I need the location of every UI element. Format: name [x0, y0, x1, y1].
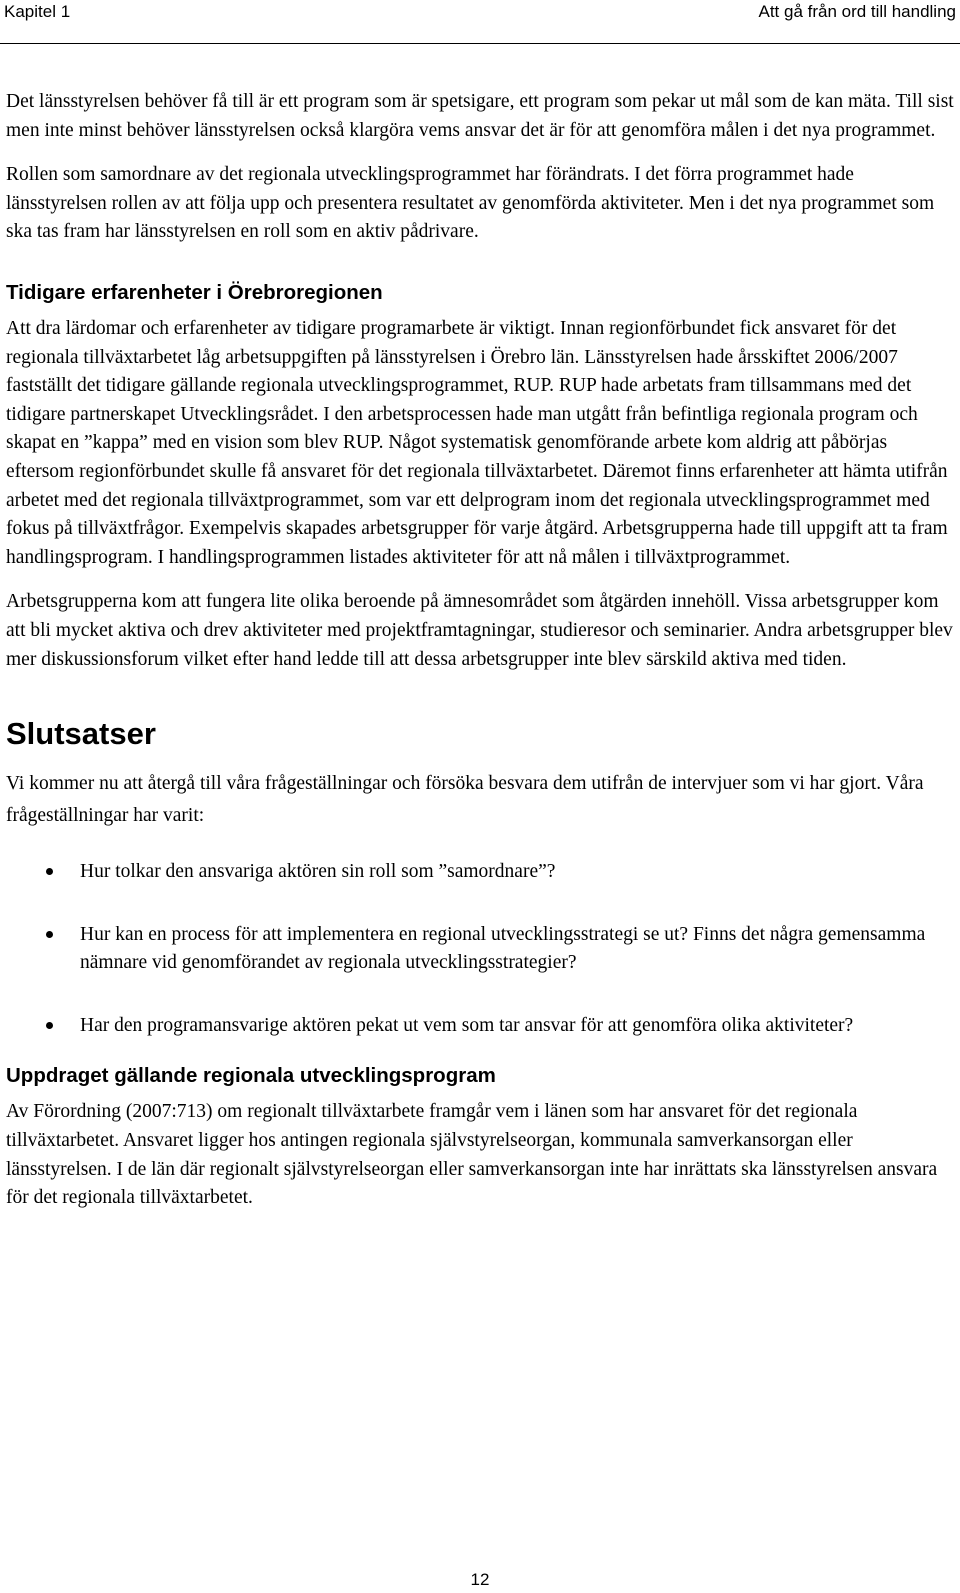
- question-item: [6, 921, 954, 978]
- section-heading-slutsatser: Slutsatser: [6, 716, 156, 752]
- section3-paragraph: Av Förordning (2007:713) om regionalt tillväxtarbete framgår vem i länen som har ansvaret för det regionala tillväxtarbetet. Ansvaret ligger hos antingen regionala självstyrelseorgan, kommunala samverkansorgan eller länsstyrelsen. I de län där regionalt självstyrelseorgan eller samverkansorgan inte har inrättats ska länsstyrelsen ansvara för det regionala tillväxtarbetet.: [6, 1101, 938, 1209]
- bullet-icon: [46, 931, 53, 938]
- intro-paragraph-2: Rollen som samordnare av det regionala utvecklingsprogrammet har förändrats. I det förra programmet hade länsstyrelsen rollen av att följa upp och presentera resultatet av genomförda aktiviteter. Men i det nya programmet som ska tas fram har länsstyrelsen en roll som en aktiv pådrivare.: [6, 164, 935, 243]
- slutsatser-intro: Vi kommer nu att återgå till våra frågeställningar och försöka besvara dem utifrån de intervjuer som vi har gjort. Våra frågeställningar har varit:: [6, 773, 924, 827]
- section-heading-tidigare: Tidigare erfarenheter i Örebroregionen: [6, 280, 383, 304]
- question-text: Har den programansvarige aktören pekat ut vem som tar ansvar för att genomföra olika aktiviteter?: [80, 1014, 854, 1036]
- section1-paragraph-1: Att dra lärdomar och erfarenheter av tidigare programarbete är viktigt. Innan regionförbundet fick ansvaret för det regionala tillväxtarbetet låg arbetsuppgiften på länsstyrelsen i Örebro län. Länsstyrelsen hade årsskiftet 2006/2007 fastställt det tidigare gällande regionala utvecklingsprogrammet, RUP. RUP hade arbetats fram tillsammans med det tidigare partnerskapet Utvecklingsrådet. I den arbetsprocessen hade man utgått från befintliga regionala program och skapat en ”kappa” med en vision som blev RUP. Något systematisk genomförande arbete kom aldrig att påbörjas eftersom regionförbundet skulle få ansvaret för det regionala tillväxtarbetet. Däremot finns erfarenheter att hämta utifrån arbetet med det regionala tillväxtprogrammet, som var ett delprogram inom det regionala utvecklingsprogrammet med fokus på tillväxtfrågor. Exempelvis skapades arbetsgrupper för varje åtgärd. Arbetsgrupperna hade till uppgift att ta fram handlingsprogram. I handlingsprogrammen listades aktiviteter för att nå målen i tillväxtprogrammet.: [6, 317, 948, 568]
- chapter-label: Kapitel 1: [4, 2, 71, 21]
- page-header: [0, 0, 960, 46]
- question-list: [6, 858, 954, 1040]
- bullet-icon: [46, 1022, 53, 1029]
- section1-paragraph-2: Arbetsgrupperna kom att fungera lite olika beroende på ämnesområdet som åtgärden innehöll. Vissa arbetsgrupper kom att bli mycket aktiva och drev aktiviteter med projektframtagningar, studieresor och seminarier. Andra arbetsgrupper blev mer diskussionsforum vilket efter hand ledde till att dessa arbetsgrupper inte blev särskild aktiva med tiden.: [6, 591, 953, 670]
- question-text: Hur kan en process för att implementera en regional utvecklingsstrategi se ut? Finns det några gemensamma nämnare vid genomförandet av regionala utvecklingsstrategier?: [80, 923, 926, 974]
- document-body: [6, 88, 954, 1213]
- header-divider: [0, 43, 960, 44]
- question-item: [6, 858, 954, 887]
- section-heading-uppdraget: Uppdraget gällande regionala utvecklingsprogram: [6, 1064, 496, 1088]
- bullet-icon: [46, 868, 53, 875]
- question-text: Hur tolkar den ansvariga aktören sin roll som ”samordnare”?: [80, 861, 556, 883]
- section-label: Att gå från ord till handling: [758, 2, 956, 21]
- intro-paragraph-1: Det länsstyrelsen behöver få till är ett program som är spetsigare, ett program som pekar ut mål som de kan mäta. Till sist men inte minst behöver länsstyrelsen också klargöra vems ansvar det är för att genomföra målen i det nya programmet.: [6, 91, 954, 141]
- page-number: 12: [470, 1570, 490, 1589]
- question-item: [6, 1012, 954, 1041]
